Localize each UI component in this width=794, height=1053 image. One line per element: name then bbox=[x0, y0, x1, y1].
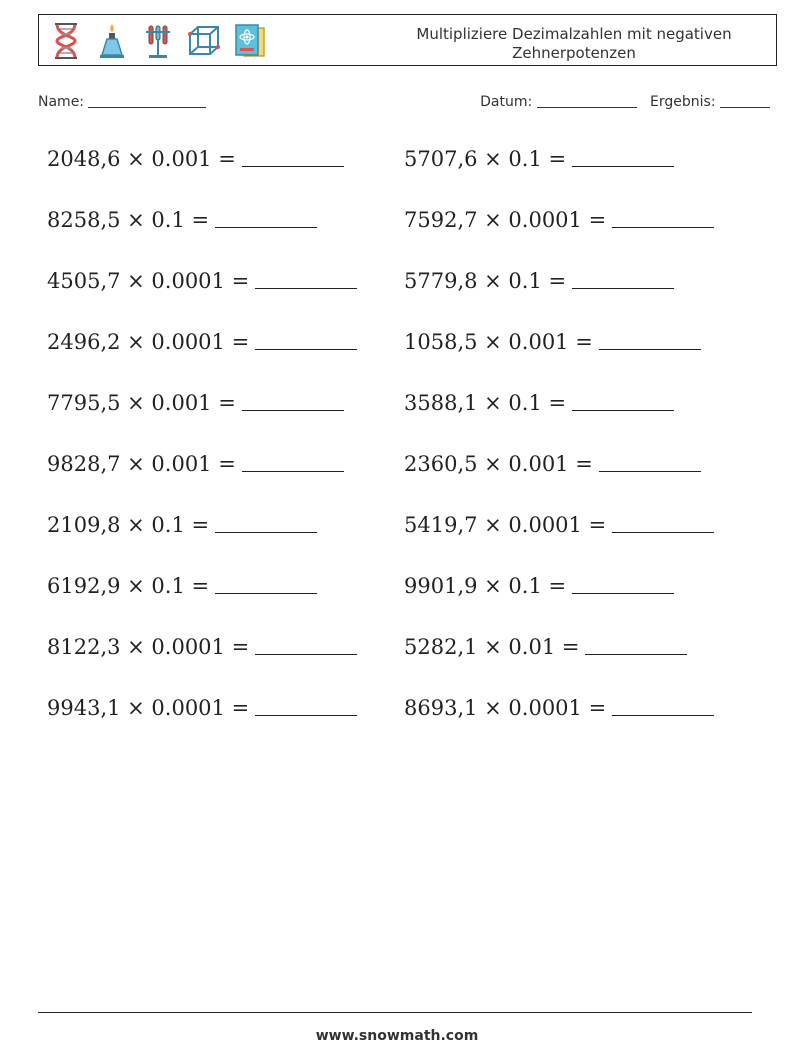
worksheet-header bbox=[38, 14, 777, 66]
problem-expression: 6192,9 × 0.1 = bbox=[47, 574, 210, 598]
footer-divider bbox=[38, 1012, 752, 1013]
problem-row bbox=[47, 391, 767, 452]
answer-blank[interactable] bbox=[255, 697, 357, 716]
problem-item bbox=[404, 391, 761, 415]
answer-blank[interactable] bbox=[612, 209, 714, 228]
answer-blank[interactable] bbox=[215, 514, 317, 533]
answer-blank[interactable] bbox=[242, 392, 344, 411]
problem-item bbox=[47, 574, 404, 598]
name-field bbox=[38, 93, 206, 110]
answer-blank[interactable] bbox=[612, 514, 714, 533]
problem-row bbox=[47, 330, 767, 391]
problem-item bbox=[404, 147, 761, 171]
problem-expression: 2048,6 × 0.001 = bbox=[47, 147, 236, 171]
problem-item bbox=[47, 330, 404, 354]
answer-blank[interactable] bbox=[599, 453, 701, 472]
problem-expression: 9828,7 × 0.001 = bbox=[47, 452, 236, 476]
answer-blank[interactable] bbox=[255, 270, 357, 289]
footer-website: www.snowmath.com bbox=[315, 1028, 479, 1044]
problem-expression: 2109,8 × 0.1 = bbox=[47, 513, 210, 537]
problem-row bbox=[47, 147, 767, 208]
problem-row bbox=[47, 208, 767, 269]
answer-blank[interactable] bbox=[585, 636, 687, 655]
problem-expression: 4505,7 × 0.0001 = bbox=[47, 269, 250, 293]
problem-expression: 1058,5 × 0.001 = bbox=[404, 330, 593, 354]
problem-expression: 7795,5 × 0.001 = bbox=[47, 391, 236, 415]
problem-item bbox=[404, 269, 761, 293]
test-tube-rack-icon bbox=[139, 21, 177, 61]
answer-blank[interactable] bbox=[612, 697, 714, 716]
answer-blank[interactable] bbox=[215, 209, 317, 228]
problem-item bbox=[47, 269, 404, 293]
problem-item bbox=[404, 513, 761, 537]
cube-icon bbox=[185, 21, 223, 61]
answer-blank[interactable] bbox=[599, 331, 701, 350]
problem-row bbox=[47, 513, 767, 574]
science-book-icon bbox=[231, 21, 269, 61]
answer-blank[interactable] bbox=[242, 148, 344, 167]
problem-expression: 8693,1 × 0.0001 = bbox=[404, 696, 607, 720]
problem-item bbox=[404, 635, 761, 659]
answer-blank[interactable] bbox=[572, 392, 674, 411]
result-label: Ergebnis: bbox=[650, 94, 716, 110]
problem-expression: 3588,1 × 0.1 = bbox=[404, 391, 567, 415]
problem-expression: 9901,9 × 0.1 = bbox=[404, 574, 567, 598]
problem-row bbox=[47, 574, 767, 635]
problem-expression: 8122,3 × 0.0001 = bbox=[47, 635, 250, 659]
problem-expression: 8258,5 × 0.1 = bbox=[47, 208, 210, 232]
problem-expression: 5707,6 × 0.1 = bbox=[404, 147, 567, 171]
problem-item bbox=[47, 696, 404, 720]
answer-blank[interactable] bbox=[255, 331, 357, 350]
problem-expression: 5419,7 × 0.0001 = bbox=[404, 513, 607, 537]
result-blank[interactable] bbox=[720, 93, 770, 108]
problem-row bbox=[47, 452, 767, 513]
worksheet-title: Multipliziere Dezimalzahlen mit negativen Zehnerpotenzen bbox=[416, 25, 732, 62]
header-icons bbox=[47, 21, 269, 61]
name-label: Name: bbox=[38, 94, 85, 110]
problem-item bbox=[47, 513, 404, 537]
problem-item bbox=[404, 208, 761, 232]
problem-item bbox=[47, 635, 404, 659]
problem-expression: 7592,7 × 0.0001 = bbox=[404, 208, 607, 232]
problem-item bbox=[404, 452, 761, 476]
date-label: Datum: bbox=[480, 94, 533, 110]
problem-item bbox=[404, 330, 761, 354]
problem-expression: 2496,2 × 0.0001 = bbox=[47, 330, 250, 354]
problem-item bbox=[404, 574, 761, 598]
problem-item bbox=[47, 391, 404, 415]
date-blank[interactable] bbox=[537, 93, 637, 108]
problem-item bbox=[404, 696, 761, 720]
answer-blank[interactable] bbox=[215, 575, 317, 594]
problem-expression: 5779,8 × 0.1 = bbox=[404, 269, 567, 293]
problem-item bbox=[47, 147, 404, 171]
dna-icon bbox=[47, 21, 85, 61]
problem-row bbox=[47, 696, 767, 757]
problem-item bbox=[47, 452, 404, 476]
problem-grid bbox=[47, 147, 767, 757]
answer-blank[interactable] bbox=[255, 636, 357, 655]
date-result-fields bbox=[480, 93, 770, 110]
bunsen-burner-icon bbox=[93, 21, 131, 61]
problem-item bbox=[47, 208, 404, 232]
answer-blank[interactable] bbox=[242, 453, 344, 472]
answer-blank[interactable] bbox=[572, 575, 674, 594]
answer-blank[interactable] bbox=[572, 148, 674, 167]
problem-row bbox=[47, 635, 767, 696]
problem-expression: 5282,1 × 0.01 = bbox=[404, 635, 580, 659]
problem-expression: 2360,5 × 0.001 = bbox=[404, 452, 593, 476]
answer-blank[interactable] bbox=[572, 270, 674, 289]
problem-row bbox=[47, 269, 767, 330]
name-blank[interactable] bbox=[88, 93, 206, 108]
problem-expression: 9943,1 × 0.0001 = bbox=[47, 696, 250, 720]
